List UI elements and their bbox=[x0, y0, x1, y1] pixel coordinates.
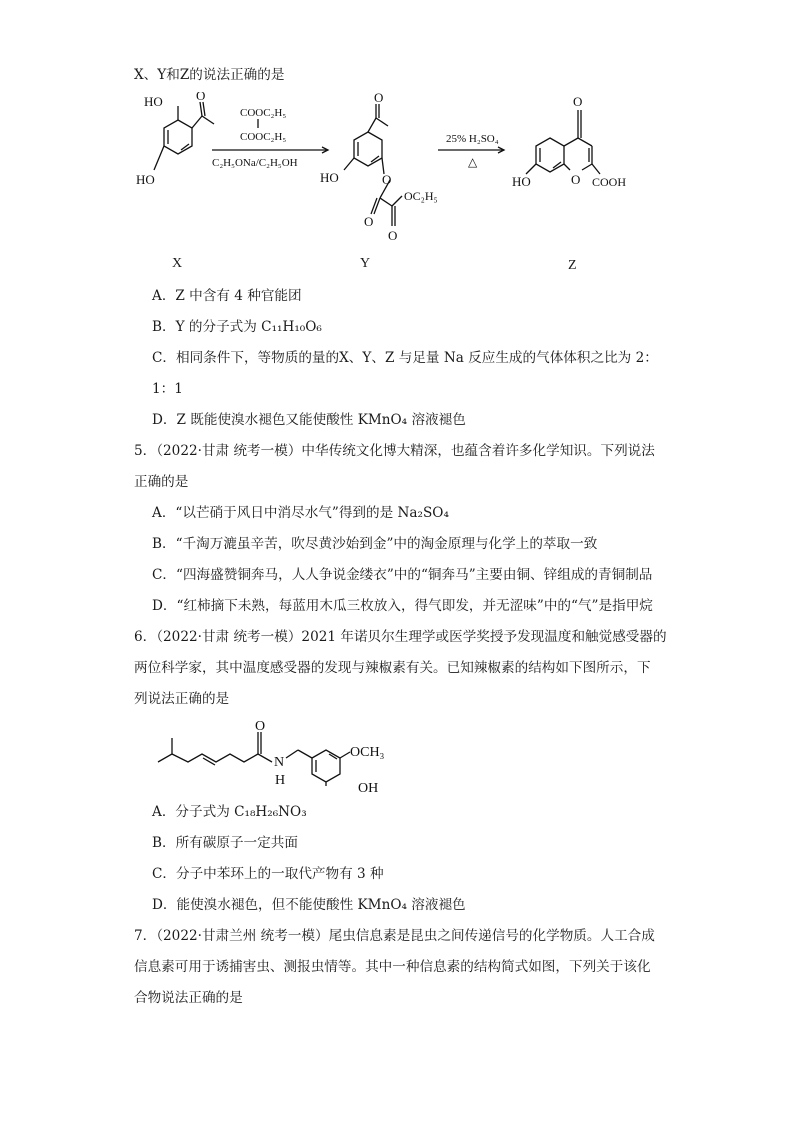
label-z: Z bbox=[568, 258, 577, 273]
y-carbonyl-o: O bbox=[374, 92, 384, 105]
molecule-x bbox=[136, 92, 214, 187]
q7-stem-2: 信息素可用于诱捕害虫、测报虫情等。其中一种信息素的结构简式如图，下列关于该化 bbox=[134, 959, 651, 975]
y-ho: HO bbox=[320, 170, 339, 185]
y-o2: O bbox=[388, 228, 398, 243]
q5-option-d: D．“红柿摘下未熟，每蓝用木瓜三枚放入，得气即发，并无涩味”中的“气”是指甲烷 bbox=[152, 598, 653, 614]
reagent2-top: 25% H₂SO₄ bbox=[446, 133, 499, 145]
arrow-2 bbox=[438, 133, 504, 169]
q4-option-c-cont: 1：1 bbox=[152, 381, 183, 397]
q6-option-d: D．能使溴水褪色，但不能使酸性 KMnO₄ 溶液褪色 bbox=[152, 897, 466, 913]
q4-stem: X、Y和Z的说法正确的是 bbox=[134, 67, 285, 83]
x-carbonyl-o: O bbox=[196, 92, 206, 103]
z-ho: HO bbox=[512, 174, 531, 189]
arrow-1 bbox=[212, 107, 328, 169]
reaction-scheme bbox=[130, 92, 650, 274]
capsaicin-oh: OH bbox=[358, 781, 379, 796]
molecule-y bbox=[320, 92, 438, 243]
capsaicin-och3: OCH₃ bbox=[350, 745, 385, 760]
capsaicin-h: H bbox=[275, 773, 286, 788]
reagent1-bottom: C₂H₅ONa/C₂H₅OH bbox=[212, 157, 298, 169]
q5-stem-1: 5．（2022·甘肃 统考一模）中华传统文化博大精深，也蕴含着许多化学知识。下列说法 bbox=[134, 443, 655, 459]
reagent1-top1: COOC₂H₅ bbox=[240, 107, 287, 119]
q7-stem-3: 合物说法正确的是 bbox=[134, 990, 243, 1006]
y-oc2h5: OC₂H₅ bbox=[404, 189, 438, 203]
q4-option-d: D．Z 既能使溴水褪色又能使酸性 KMnO₄ 溶液褪色 bbox=[152, 412, 466, 428]
q6-stem-3: 列说法正确的是 bbox=[134, 691, 230, 707]
capsaicin-n: N bbox=[274, 755, 285, 770]
molecule-z bbox=[512, 94, 626, 189]
y-o1: O bbox=[364, 214, 374, 229]
q6-stem-2: 两位科学家，其中温度感受器的发现与辣椒素有关。已知辣椒素的结构如下图所示，下 bbox=[134, 660, 651, 676]
q5-option-c: C．“四海盛赞铜奔马，人人争说金缕衣”中的“铜奔马”主要由铜、锌组成的青铜制品 bbox=[152, 567, 653, 583]
q6-option-a: A．分子式为 C₁₈H₂₆NO₃ bbox=[152, 804, 307, 820]
q4-option-c: C．相同条件下，等物质的量的X、Y、Z 与足量 Na 反应生成的气体体积之比为 2： bbox=[152, 350, 658, 366]
y-ester-o: O bbox=[382, 172, 392, 187]
reagent1-top2: COOC₂H₅ bbox=[240, 131, 287, 143]
q6-option-b: B．所有碳原子一定共面 bbox=[152, 835, 298, 851]
capsaicin-o: O bbox=[255, 719, 266, 734]
z-ring-o: O bbox=[571, 172, 581, 187]
x-ho-top: HO bbox=[144, 94, 163, 109]
q4-option-a: A．Z 中含有 4 种官能团 bbox=[152, 288, 302, 304]
q6-option-c: C．分子中苯环上的一取代产物有 3 种 bbox=[152, 866, 384, 882]
q6-stem-1: 6．（2022·甘肃 统考一模）2021 年诺贝尔生理学或医学奖授予发现温度和触觉感受器的 bbox=[134, 629, 667, 645]
z-carbonyl-o: O bbox=[573, 94, 583, 109]
q5-option-b: B．“千淘万漉虽辛苦，吹尽黄沙始到金”中的淘金原理与化学上的萃取一致 bbox=[152, 536, 598, 552]
q5-stem-2: 正确的是 bbox=[134, 474, 189, 490]
capsaicin-structure bbox=[150, 714, 420, 798]
z-cooh: COOH bbox=[592, 175, 627, 189]
label-y: Y bbox=[360, 256, 371, 271]
x-ho-bottom: HO bbox=[136, 172, 155, 187]
q5-option-a: A．“以芒硝于风日中消尽水气”得到的是 Na₂SO₄ bbox=[152, 505, 449, 521]
reagent2-bottom: △ bbox=[468, 155, 478, 169]
label-x: X bbox=[172, 256, 183, 271]
q4-option-b: B．Y 的分子式为 C₁₁H₁₀O₆ bbox=[152, 319, 322, 335]
q7-stem-1: 7．（2022·甘肃兰州 统考一模）尾虫信息素是昆虫之间传递信号的化学物质。人工合成 bbox=[134, 928, 655, 944]
